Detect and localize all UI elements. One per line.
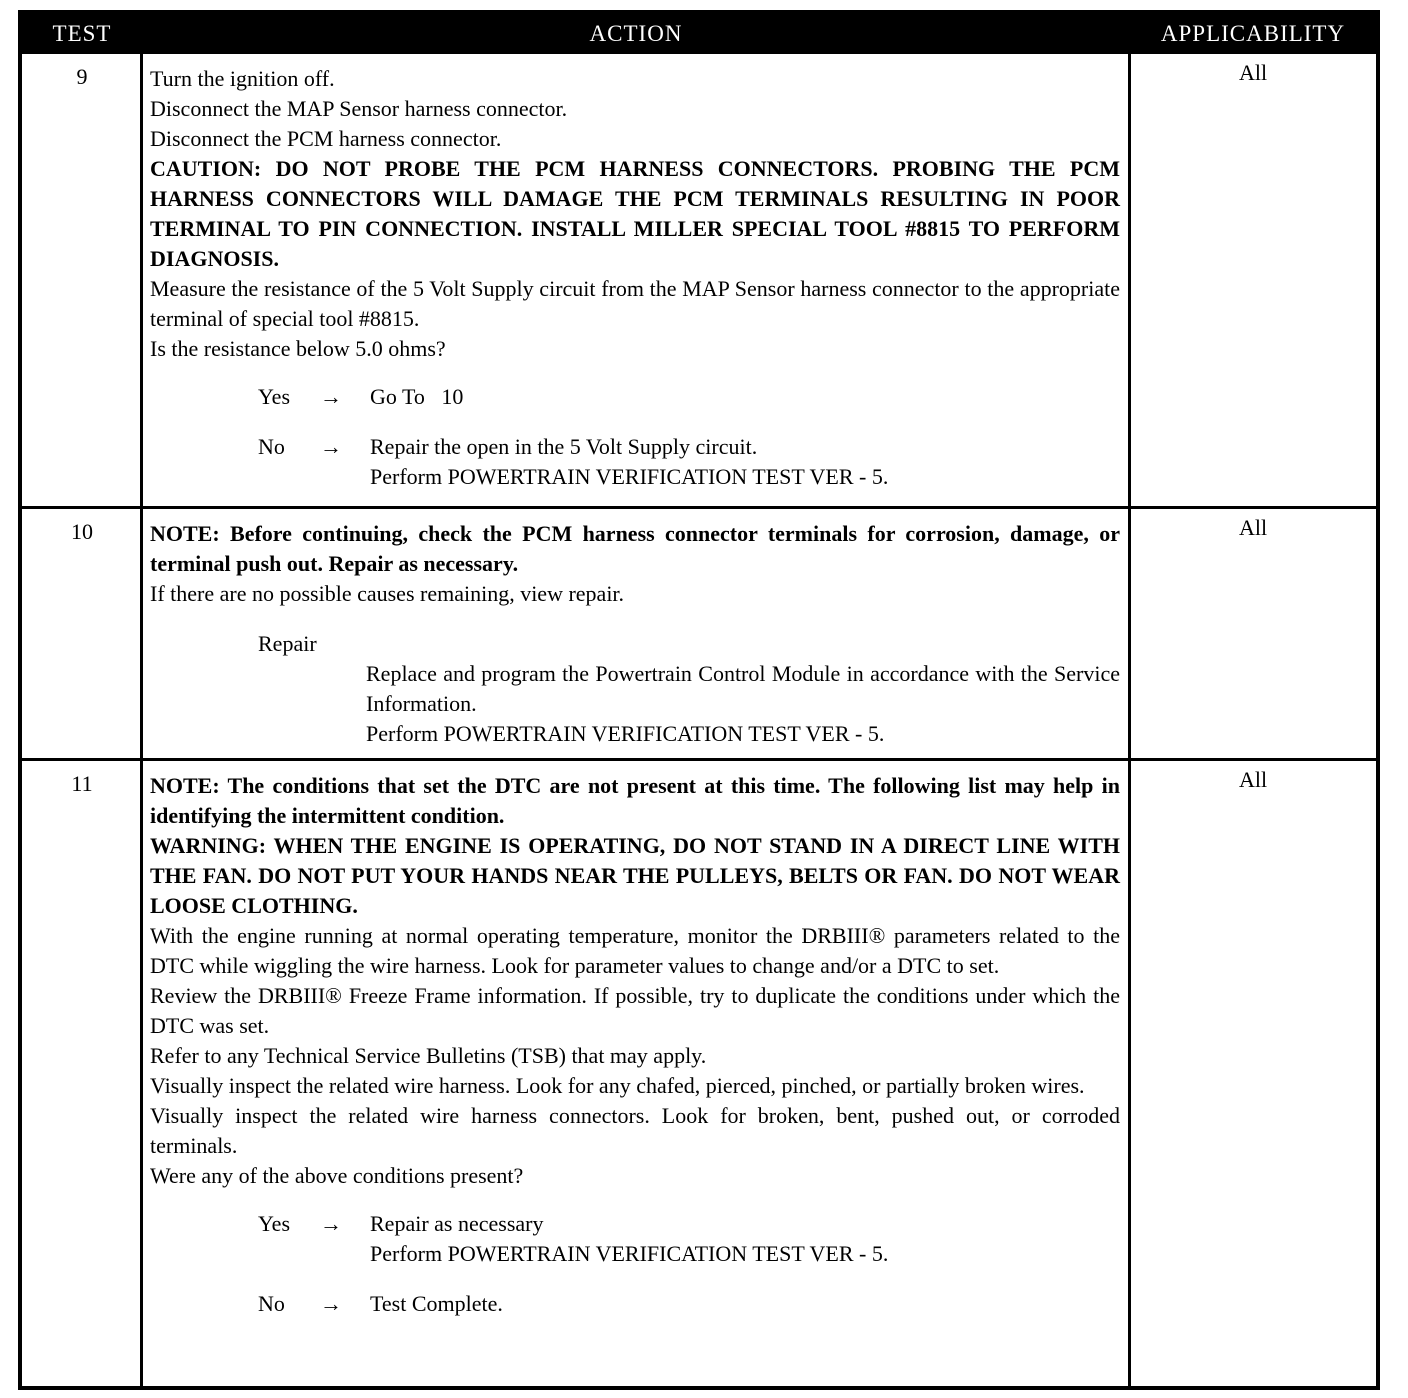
- action-line: Disconnect the PCM harness connector.: [150, 126, 502, 151]
- action-text: [150, 64, 1120, 492]
- option-label: Yes: [258, 1211, 291, 1236]
- action-line: Visually inspect the related wire harness. Look for any chafed, pierced, pinched, or partially broken wires.: [150, 1073, 1085, 1098]
- action-line: If there are no possible causes remaining, view repair.: [150, 581, 625, 606]
- action-line: Review the DRBIII® Freeze Frame information. If possible, try to duplicate the conditions under which the DTC was set.: [150, 983, 1120, 1038]
- table-row-test-9: [22, 54, 1376, 506]
- action-line: Visually inspect the related wire harness connectors. Look for broken, bent, pushed out, or corroded terminals.: [150, 1103, 1120, 1158]
- action-line: Turn the ignition off.: [150, 66, 335, 91]
- test-number: 9: [76, 64, 88, 89]
- table-header: [22, 14, 1376, 54]
- question: Is the resistance below 5.0 ohms?: [150, 336, 446, 361]
- diagnostic-table: [18, 10, 1380, 1390]
- option-text: Repair as necessary: [370, 1211, 544, 1236]
- action-line: Disconnect the MAP Sensor harness connector.: [150, 96, 568, 121]
- option-text: Perform POWERTRAIN VERIFICATION TEST VER - 5.: [370, 1241, 889, 1266]
- test-number: 10: [71, 519, 93, 544]
- option-label: No: [258, 434, 285, 459]
- caution-note: CAUTION: DO NOT PROBE THE PCM HARNESS CONNECTORS. PROBING THE PCM HARNESS CONNECTORS WILL DAMAGE THE PCM TERMINALS RESULTING IN POOR TERMINAL TO PIN CONNECTION. INSTALL MILLER SPECIAL TOOL #8815 TO PERFORM DIAGNOSIS.: [150, 156, 1120, 271]
- arrow-icon: →: [320, 1211, 342, 1236]
- header-applicability: APPLICABILITY: [1160, 21, 1346, 46]
- action-line: Measure the resistance of the 5 Volt Supply circuit from the MAP Sensor harness connector to the appropriate terminal of special tool #8815.: [150, 276, 1120, 331]
- action-text: [150, 519, 1120, 749]
- note: NOTE: Before continuing, check the PCM harness connector terminals for corrosion, damage, or terminal push out. Repair as necessary.: [150, 521, 1120, 576]
- option-yes: [150, 1209, 1120, 1269]
- note: NOTE: The conditions that set the DTC are not present at this time. The following list may help in identifying the intermittent condition.: [150, 773, 1120, 828]
- arrow-icon: →: [320, 434, 342, 459]
- header-action: ACTION: [589, 21, 683, 46]
- header-test: TEST: [52, 21, 112, 46]
- applicability-value: All: [1238, 60, 1268, 85]
- option-no: [150, 432, 1120, 492]
- action-line: Refer to any Technical Service Bulletins (TSB) that may apply.: [150, 1043, 707, 1068]
- option-label: Yes: [258, 384, 291, 409]
- table-row-test-10: [22, 506, 1376, 758]
- repair-text: Replace and program the Powertrain Control Module in accordance with the Service Information.: [366, 661, 1120, 716]
- applicability-value: All: [1238, 767, 1268, 792]
- option-label: No: [258, 1291, 285, 1316]
- option-text: Perform POWERTRAIN VERIFICATION TEST VER - 5.: [370, 464, 889, 489]
- option-text: Go To 10: [370, 384, 464, 409]
- action-line: With the engine running at normal operating temperature, monitor the DRBIII® parameters related to the DTC while wiggling the wire harness. Look for parameter values to change and/or a DTC to set.: [150, 923, 1120, 978]
- repair-text: Perform POWERTRAIN VERIFICATION TEST VER - 5.: [366, 721, 885, 746]
- warning-note: WARNING: WHEN THE ENGINE IS OPERATING, DO NOT STAND IN A DIRECT LINE WITH THE FAN. DO NOT PUT YOUR HANDS NEAR THE PULLEYS, BELTS OR FAN. DO NOT WEAR LOOSE CLOTHING.: [150, 833, 1120, 918]
- option-text: Test Complete.: [370, 1291, 503, 1316]
- table-row-test-11: [22, 758, 1376, 1390]
- action-text: [150, 771, 1120, 1319]
- test-number: 11: [71, 771, 93, 796]
- arrow-icon: →: [320, 1291, 342, 1316]
- arrow-icon: →: [320, 384, 342, 409]
- repair-block: [150, 629, 1120, 749]
- question: Were any of the above conditions present?: [150, 1163, 524, 1188]
- option-text: Repair the open in the 5 Volt Supply circuit.: [370, 434, 758, 459]
- repair-label: Repair: [258, 631, 317, 656]
- option-yes: [150, 382, 1120, 412]
- option-no: [150, 1289, 1120, 1319]
- applicability-value: All: [1238, 515, 1268, 540]
